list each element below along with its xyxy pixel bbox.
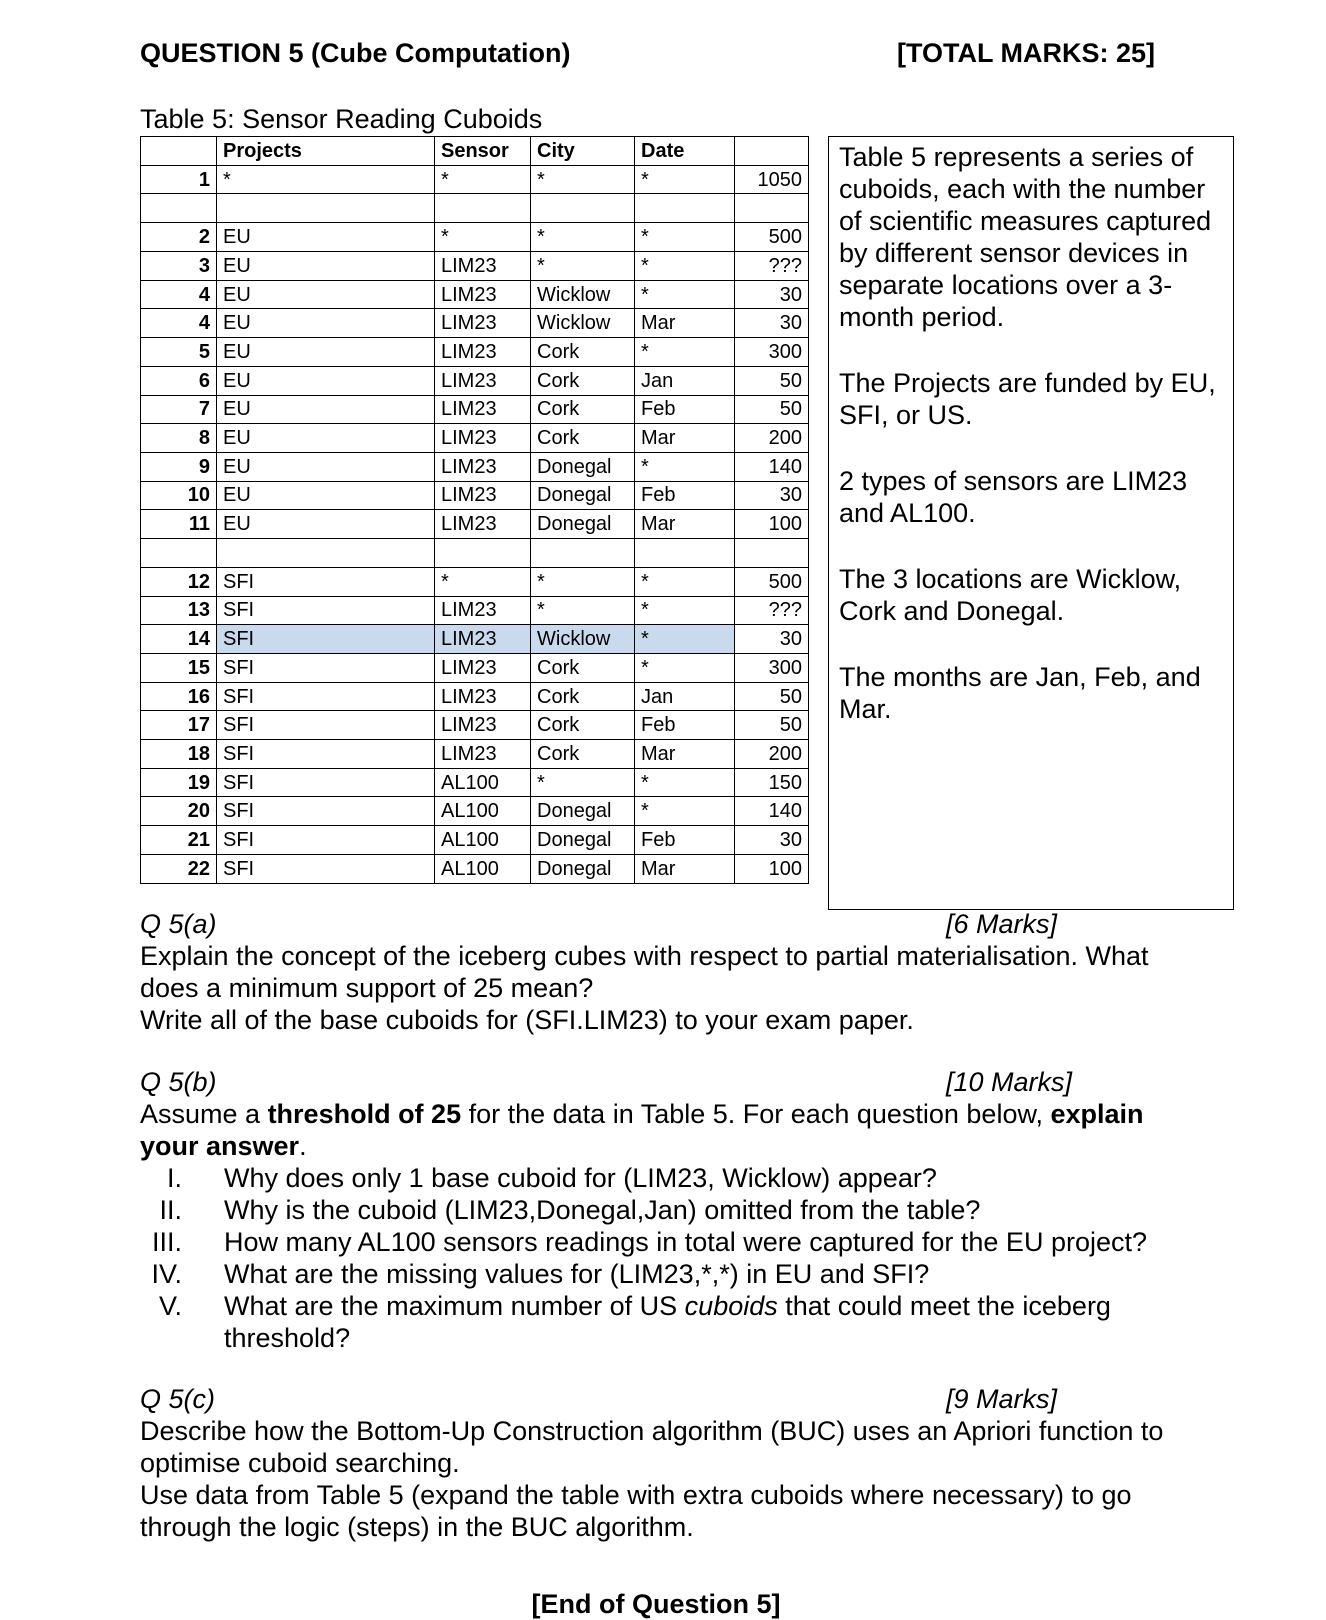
cell-count: 200 — [735, 740, 809, 769]
cell-project: EU — [217, 309, 435, 338]
cell-date — [635, 538, 735, 567]
q5a-text-1: Explain the concept of the iceberg cubes with respect to partial materialisation. What does a minimum support of 25 mean? — [140, 941, 1149, 1003]
cell-sensor: LIM23 — [435, 682, 531, 711]
cell-date: Mar — [635, 424, 735, 453]
cell-sensor: * — [435, 223, 531, 252]
row-id: 18 — [141, 740, 217, 769]
cell-date: * — [635, 223, 735, 252]
q5b-item-text: How many AL100 sensors readings in total were captured for the EU project? — [224, 1227, 1147, 1257]
cell-project: EU — [217, 510, 435, 539]
cell-sensor: AL100 — [435, 797, 531, 826]
table-spacer-row — [141, 194, 809, 223]
cell-date: Jan — [635, 366, 735, 395]
cell-sensor — [435, 538, 531, 567]
q5b-intro-threshold: threshold of 25 — [267, 1099, 462, 1129]
cell-count — [735, 538, 809, 567]
table-body — [141, 165, 809, 883]
table-row — [141, 424, 809, 453]
row-id: 22 — [141, 854, 217, 883]
cell-project: EU — [217, 338, 435, 367]
table-row — [141, 797, 809, 826]
cell-project: SFI — [217, 625, 435, 654]
table-row — [141, 252, 809, 281]
q5b-item-4 — [140, 1258, 1200, 1290]
q5c-marks: [9 Marks] — [946, 1384, 1058, 1414]
cell-project: SFI — [217, 682, 435, 711]
description-months: The months are Jan, Feb, and Mar. — [839, 662, 1201, 724]
cell-count: ??? — [735, 252, 809, 281]
roman-numeral: II. — [159, 1195, 182, 1225]
cell-city: Cork — [531, 395, 635, 424]
table-row — [141, 740, 809, 769]
cell-project: SFI — [217, 711, 435, 740]
table-row — [141, 309, 809, 338]
cell-city: Cork — [531, 366, 635, 395]
cell-date: Mar — [635, 854, 735, 883]
cell-date: Feb — [635, 711, 735, 740]
roman-numeral: V. — [158, 1291, 182, 1321]
cell-sensor: LIM23 — [435, 711, 531, 740]
cell-count: 1050 — [735, 165, 809, 194]
q5b-item-text: What are the maximum number of US — [224, 1291, 685, 1321]
table-row — [141, 338, 809, 367]
q5c-heading — [140, 1383, 1200, 1415]
table-row — [141, 366, 809, 395]
cell-city — [531, 538, 635, 567]
row-id: 7 — [141, 395, 217, 424]
cell-project: EU — [217, 481, 435, 510]
cell-count: 100 — [735, 854, 809, 883]
cell-sensor: LIM23 — [435, 424, 531, 453]
cell-count: 500 — [735, 223, 809, 252]
cell-city: Donegal — [531, 510, 635, 539]
row-id: 14 — [141, 625, 217, 654]
cell-city: * — [531, 596, 635, 625]
table-description-box — [828, 136, 1234, 910]
cell-city: Cork — [531, 682, 635, 711]
q5b-intro-c: for the data in Table 5. For each question below, — [461, 1099, 1051, 1129]
cell-count: 50 — [735, 711, 809, 740]
cell-date: Feb — [635, 395, 735, 424]
header-sensor: Sensor — [435, 137, 531, 166]
roman-numeral: IV. — [151, 1259, 182, 1289]
q5b-intro-explain: explain your answer — [140, 1099, 1144, 1161]
cell-sensor: * — [435, 165, 531, 194]
cell-city: * — [531, 165, 635, 194]
question-5a — [140, 908, 1200, 1036]
cell-sensor: LIM23 — [435, 654, 531, 683]
cell-project: EU — [217, 424, 435, 453]
cell-sensor: AL100 — [435, 826, 531, 855]
cell-sensor: LIM23 — [435, 481, 531, 510]
cell-sensor: LIM23 — [435, 625, 531, 654]
row-id: 20 — [141, 797, 217, 826]
cell-sensor — [435, 194, 531, 223]
row-id: 2 — [141, 223, 217, 252]
table-row — [141, 223, 809, 252]
row-id: 15 — [141, 654, 217, 683]
description-locations: The 3 locations are Wicklow, Cork and Donegal. — [839, 564, 1182, 626]
cell-project: EU — [217, 452, 435, 481]
cell-sensor: LIM23 — [435, 252, 531, 281]
row-id: 16 — [141, 682, 217, 711]
cell-count: 140 — [735, 797, 809, 826]
question-title: QUESTION 5 (Cube Computation) — [140, 38, 571, 68]
question-5b — [140, 1066, 1200, 1354]
cell-sensor: LIM23 — [435, 452, 531, 481]
q5b-item-2 — [140, 1194, 1200, 1226]
cell-date: * — [635, 768, 735, 797]
q5b-item-text: Why does only 1 base cuboid for (LIM23, Wicklow) appear? — [224, 1163, 937, 1193]
table-row — [141, 165, 809, 194]
end-of-question — [0, 1589, 1326, 1620]
question-5c — [140, 1383, 1200, 1543]
cell-date: * — [635, 567, 735, 596]
cell-sensor: LIM23 — [435, 596, 531, 625]
cell-date: * — [635, 452, 735, 481]
cell-project: SFI — [217, 740, 435, 769]
cell-sensor: LIM23 — [435, 510, 531, 539]
row-id: 8 — [141, 424, 217, 453]
cell-date: * — [635, 797, 735, 826]
cell-city: * — [531, 223, 635, 252]
cell-project: SFI — [217, 826, 435, 855]
q5c-label: Q 5(c) — [140, 1384, 216, 1414]
cell-sensor: LIM23 — [435, 338, 531, 367]
table-row — [141, 510, 809, 539]
cell-date: Feb — [635, 826, 735, 855]
table-row — [141, 854, 809, 883]
header-date: Date — [635, 137, 735, 166]
cell-sensor: LIM23 — [435, 366, 531, 395]
cell-count: 150 — [735, 768, 809, 797]
cell-date: * — [635, 625, 735, 654]
row-id: 12 — [141, 567, 217, 596]
table-row — [141, 682, 809, 711]
row-id: 10 — [141, 481, 217, 510]
cell-count: ??? — [735, 596, 809, 625]
cell-city: Cork — [531, 711, 635, 740]
cell-project — [217, 194, 435, 223]
table-row — [141, 280, 809, 309]
cell-date: * — [635, 252, 735, 281]
cell-date: Mar — [635, 309, 735, 338]
cell-project: SFI — [217, 654, 435, 683]
cell-city: Wicklow — [531, 280, 635, 309]
table-row — [141, 567, 809, 596]
q5c-text-1: Describe how the Bottom-Up Construction algorithm (BUC) uses an Apriori function to optimise cuboid searching. — [140, 1416, 1164, 1478]
sensor-cuboid-table — [140, 136, 809, 884]
cell-project: SFI — [217, 567, 435, 596]
row-id — [141, 538, 217, 567]
q5b-item-text: What are the missing values for (LIM23,*,*) in EU and SFI? — [224, 1259, 930, 1289]
cell-date: Feb — [635, 481, 735, 510]
cell-project: EU — [217, 252, 435, 281]
q5a-label: Q 5(a) — [140, 909, 217, 939]
cell-count: 30 — [735, 625, 809, 654]
cell-count: 300 — [735, 654, 809, 683]
row-id: 19 — [141, 768, 217, 797]
header-id — [141, 137, 217, 166]
q5b-item-text: Why is the cuboid (LIM23,Donegal,Jan) omitted from the table? — [224, 1195, 981, 1225]
end-of-question-text: [End of Question 5] — [531, 1589, 781, 1619]
header-city: City — [531, 137, 635, 166]
cell-city: Donegal — [531, 797, 635, 826]
cell-project: SFI — [217, 854, 435, 883]
cell-count: 30 — [735, 826, 809, 855]
table-row — [141, 395, 809, 424]
cell-count: 30 — [735, 309, 809, 338]
cell-count: 200 — [735, 424, 809, 453]
cell-city: Cork — [531, 740, 635, 769]
cell-city: * — [531, 567, 635, 596]
description-sensors: 2 types of sensors are LIM23 and AL100. — [839, 466, 1188, 528]
q5b-item-text-end: that could meet the iceberg threshold? — [224, 1291, 1111, 1353]
table-spacer-row — [141, 538, 809, 567]
cell-date: Jan — [635, 682, 735, 711]
row-id: 4 — [141, 280, 217, 309]
cell-city: Donegal — [531, 826, 635, 855]
cell-sensor: LIM23 — [435, 740, 531, 769]
cell-sensor: LIM23 — [435, 309, 531, 338]
q5b-item-3 — [140, 1226, 1200, 1258]
q5b-intro — [140, 1098, 1200, 1162]
q5b-intro-e: . — [299, 1131, 307, 1161]
cell-project: EU — [217, 366, 435, 395]
table-row — [141, 625, 809, 654]
q5a-text-2: Write all of the base cuboids for (SFI.LIM23) to your exam paper. — [140, 1005, 914, 1035]
cell-project — [217, 538, 435, 567]
cell-city — [531, 194, 635, 223]
cell-sensor: * — [435, 567, 531, 596]
total-marks: [TOTAL MARKS: 25] — [897, 38, 1156, 68]
cell-city: Donegal — [531, 452, 635, 481]
row-id: 6 — [141, 366, 217, 395]
row-id: 21 — [141, 826, 217, 855]
cell-date: * — [635, 654, 735, 683]
row-id: 17 — [141, 711, 217, 740]
cell-count: 30 — [735, 481, 809, 510]
table-row — [141, 711, 809, 740]
q5b-marks: [10 Marks] — [946, 1067, 1073, 1097]
row-id: 13 — [141, 596, 217, 625]
row-id: 4 — [141, 309, 217, 338]
cell-count: 30 — [735, 280, 809, 309]
row-id: 9 — [141, 452, 217, 481]
row-id: 1 — [141, 165, 217, 194]
row-id: 5 — [141, 338, 217, 367]
q5a-heading — [140, 908, 1200, 940]
cell-project: EU — [217, 223, 435, 252]
cell-count: 300 — [735, 338, 809, 367]
cell-date: * — [635, 165, 735, 194]
cell-count — [735, 194, 809, 223]
table-row — [141, 768, 809, 797]
cell-city: * — [531, 252, 635, 281]
q5b-intro-a: Assume a — [140, 1099, 268, 1129]
cell-city: * — [531, 768, 635, 797]
table-row — [141, 654, 809, 683]
row-id — [141, 194, 217, 223]
cell-count: 50 — [735, 682, 809, 711]
cell-project: SFI — [217, 596, 435, 625]
q5a-marks: [6 Marks] — [946, 909, 1058, 939]
cell-project: SFI — [217, 768, 435, 797]
cell-count: 140 — [735, 452, 809, 481]
q5b-item-1 — [140, 1162, 1200, 1194]
q5b-item-italic: cuboids — [684, 1291, 778, 1321]
roman-numeral: I. — [166, 1163, 182, 1193]
cell-date: * — [635, 596, 735, 625]
table-row — [141, 596, 809, 625]
cell-count: 50 — [735, 395, 809, 424]
row-id: 3 — [141, 252, 217, 281]
q5b-item-5 — [140, 1290, 1200, 1354]
description-projects: The Projects are funded by EU, SFI, or US. — [839, 368, 1216, 430]
cell-date: Mar — [635, 510, 735, 539]
table-header-row — [141, 137, 809, 166]
cell-date: * — [635, 338, 735, 367]
cell-city: Donegal — [531, 854, 635, 883]
q5b-heading — [140, 1066, 1200, 1098]
cell-sensor: LIM23 — [435, 395, 531, 424]
cell-count: 500 — [735, 567, 809, 596]
table-row — [141, 826, 809, 855]
cell-project: SFI — [217, 797, 435, 826]
cell-date: Mar — [635, 740, 735, 769]
cell-project: EU — [217, 395, 435, 424]
cell-city: Wicklow — [531, 309, 635, 338]
cell-date — [635, 194, 735, 223]
roman-numeral: III. — [151, 1227, 182, 1257]
cell-project: EU — [217, 280, 435, 309]
cell-city: Cork — [531, 654, 635, 683]
cell-city: Wicklow — [531, 625, 635, 654]
row-id: 11 — [141, 510, 217, 539]
description-cuboids: Table 5 represents a series of cuboids, each with the number of scientific measures captured by different sensor devices in separate locations over a 3-month period. — [839, 142, 1212, 332]
cell-sensor: LIM23 — [435, 280, 531, 309]
q5b-label: Q 5(b) — [140, 1067, 217, 1097]
cell-city: Donegal — [531, 481, 635, 510]
cell-sensor: AL100 — [435, 768, 531, 797]
q5b-subquestions — [140, 1162, 1200, 1354]
cell-count: 50 — [735, 366, 809, 395]
header-projects: Projects — [217, 137, 435, 166]
cell-count: 100 — [735, 510, 809, 539]
table-row — [141, 452, 809, 481]
cell-city: Cork — [531, 338, 635, 367]
cell-date: * — [635, 280, 735, 309]
table-row — [141, 481, 809, 510]
header-count — [735, 137, 809, 166]
cell-sensor: AL100 — [435, 854, 531, 883]
cell-city: Cork — [531, 424, 635, 453]
q5c-text-2: Use data from Table 5 (expand the table with extra cuboids where necessary) to go through the logic (steps) in the BUC algorithm. — [140, 1480, 1132, 1542]
cell-project: * — [217, 165, 435, 194]
table-caption: Table 5: Sensor Reading Cuboids — [140, 104, 543, 134]
